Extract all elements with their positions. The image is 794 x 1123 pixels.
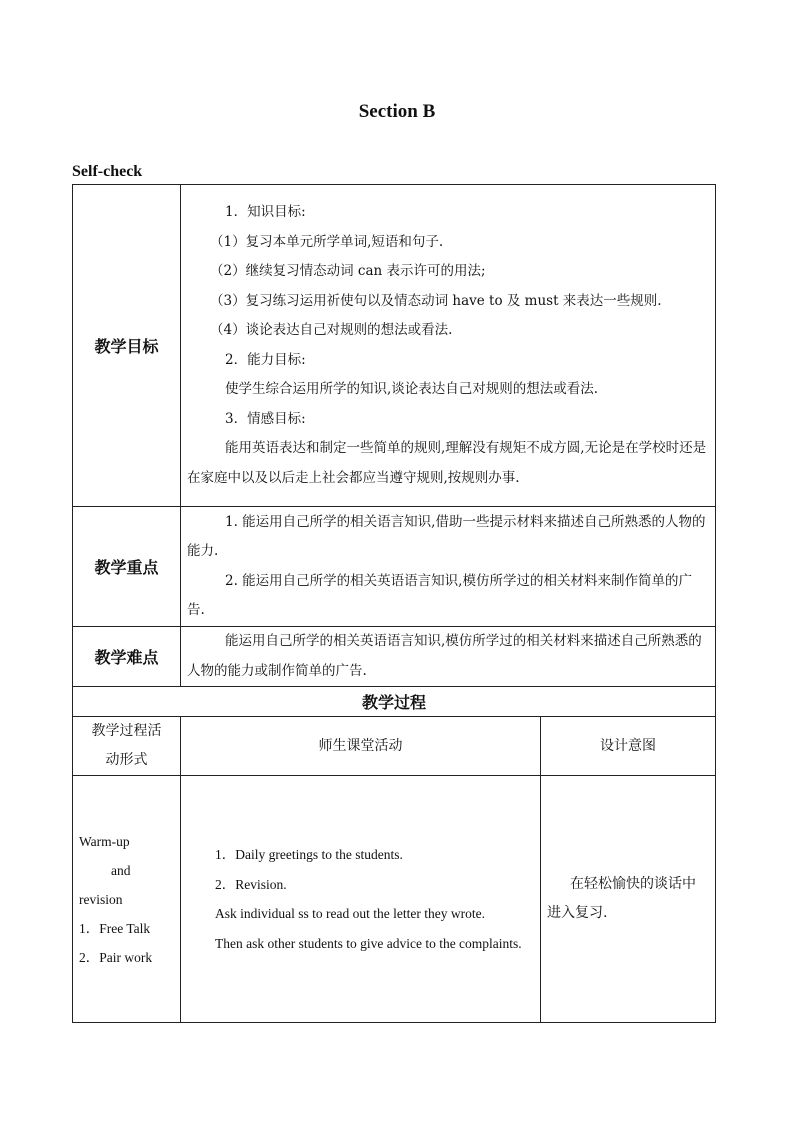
- objectives-line: 2．能力目标:: [225, 351, 306, 368]
- objectives-line: 1．知识目标:: [225, 204, 306, 220]
- lesson-plan-table: [72, 184, 716, 1023]
- process-header-row: [73, 717, 716, 776]
- key-points-content: [181, 507, 716, 627]
- form-line: revision: [79, 891, 123, 907]
- difficulties-row: [73, 627, 716, 687]
- column-header-intent: 设计意图: [541, 717, 716, 776]
- section-subtitle: Self-check: [72, 163, 143, 180]
- activity-line: 1．Daily greetings to the students.: [215, 847, 403, 862]
- objectives-line: （2）继续复习情态动词 can 表示许可的用法;: [210, 263, 486, 279]
- form-line: 1．Free Talk: [79, 920, 151, 936]
- key-point-line: 2. 能运用自己所学的相关英语语言知识,模仿所学过的相关材料来制作简单的广告.: [187, 572, 692, 618]
- activity-form-cell: [73, 776, 181, 1023]
- objectives-line: 使学生综合运用所学的知识,谈论表达自己对规则的想法或看法.: [225, 381, 599, 397]
- difficulties-content: [181, 627, 716, 687]
- key-point-line: 1. 能运用自己所学的相关语言知识,借助一些提示材料来描述自己所熟悉的人物的能力.: [187, 513, 706, 559]
- key-points-header: 教学重点: [73, 507, 181, 627]
- column-header-activities: 师生课堂活动: [181, 717, 541, 776]
- activity-line: Ask individual ss to read out the letter they wrote.: [215, 906, 485, 921]
- objectives-line: （4）谈论表达自己对规则的想法或看法.: [210, 322, 453, 338]
- process-title-row: [73, 687, 716, 717]
- intent-cell: [541, 776, 716, 1023]
- key-points-row: [73, 507, 716, 627]
- objectives-line: 能用英语表达和制定一些简单的规则,理解没有规矩不成方圆,无论是在学校时还是在家庭中以及以后走上社会都应当遵守规则,按规则办事.: [187, 440, 707, 486]
- difficulties-header: 教学难点: [73, 627, 181, 687]
- intent-text: 在轻松愉快的谈话中进入复习.: [547, 876, 696, 921]
- column-header-form: [73, 717, 181, 776]
- activities-cell: [181, 776, 541, 1023]
- difficulties-text: 能运用自己所学的相关英语语言知识,模仿所学过的相关材料来描述自己所熟悉的人物的能力或制作简单的广告.: [187, 633, 702, 679]
- objectives-content: [181, 185, 716, 507]
- column-header-form-text: 教学过程活动形式: [91, 723, 162, 768]
- objectives-line: （3）复习练习运用祈使句以及情态动词 have to 及 must 来表达一些规则.: [210, 292, 662, 309]
- process-row-warmup: [73, 776, 716, 1023]
- objectives-row: [73, 185, 716, 507]
- process-title: 教学过程: [73, 687, 716, 717]
- form-line: and: [111, 862, 131, 878]
- objectives-line: （1）复习本单元所学单词,短语和句子.: [210, 233, 444, 250]
- activity-line: 2．Revision.: [215, 876, 287, 892]
- objectives-line: 3．情感目标:: [225, 410, 306, 427]
- activity-line: Then ask other students to give advice to the complaints.: [215, 935, 522, 951]
- objectives-header: 教学目标: [73, 185, 181, 507]
- form-line: 2．Pair work: [79, 949, 153, 965]
- document-title: Section B: [358, 101, 436, 122]
- form-line: Warm-up: [79, 833, 130, 849]
